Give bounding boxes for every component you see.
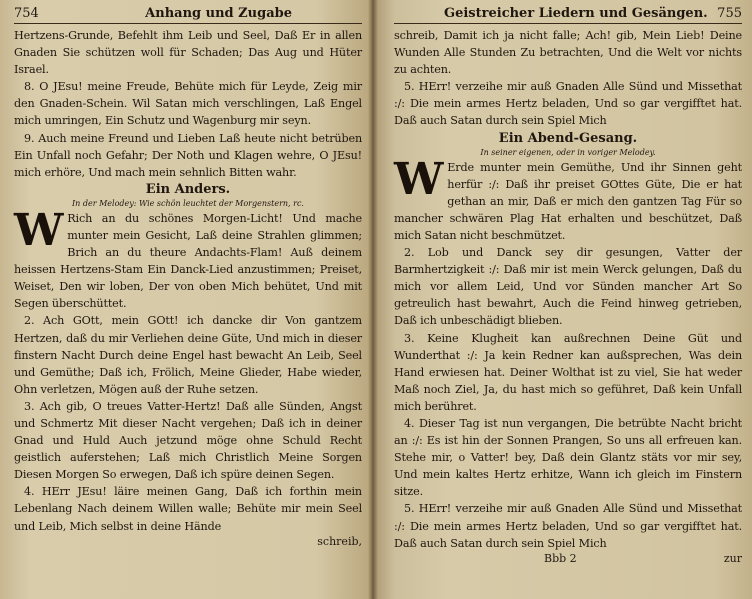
left-verse-1-text: Rich an du schönes Morgen-Licht! Und mache munter mein Gesicht, Laß deine Strahlen glimmen; Brich an du theure Andachts-Flam! Auß deinem heissen Hertzens-Stam Ein Danck-Lied anzustimmen; Preiset, Weiset, Den wir loben, Der von oben Mich behütet, Und mit Segen überschüttet.	[14, 211, 362, 311]
left-page-number: 754	[14, 6, 39, 21]
left-verse-4: 4. HErr JEsu! läire meinen Gang, Daß ich forthin mein Lebenlang Nach deinem Willen walle; Behüte mir mein Seel und Leib, Mich selbst in deine Hände	[14, 485, 362, 533]
right-section-title: Ein Abend-Gesang.	[498, 130, 638, 146]
right-footer	[394, 552, 742, 566]
right-verse-5-morning: 5. HErr! verzeihe mir auß Gnaden Alle Sünd und Missethat :/: Die mein armes Hertz beladen, Und so gar vergifftet hat. Daß auch Satan durch sein Spiel Mich	[394, 80, 742, 128]
right-page	[372, 0, 752, 599]
right-melody-note: In seiner eigenen, oder in voriger Melodey.	[480, 147, 656, 157]
right-verse-3: 3. Keine Klugheit kan außrechnen Deine Güt und Wunderthat :/: Ja kein Redner kan außsprechen, Was dein Hand erwiesen hat. Deiner Wolthat ist zu viel, Sie hat weder Maß noch Ziel, Ja, du hast mich so geführet, Daß kein Unfall mich berühret.	[394, 331, 742, 413]
right-signature-mark: Bbb 2	[544, 551, 577, 565]
left-melody-note: In der Melodey: Wie schön leuchtet der Morgenstern, rc.	[72, 198, 304, 208]
left-footer	[14, 535, 362, 549]
right-text-block	[394, 27, 742, 566]
right-catchword: zur	[723, 551, 742, 565]
left-continued-lines: Hertzens-Grunde, Befehlt ihm Leib und Seel, Daß Er in allen Gnaden Sie schützen woll für Schaden; Das Aug und Hüter Israel.	[14, 29, 362, 77]
right-head-title: Geistreicher Liedern und Gesängen.	[444, 6, 708, 21]
left-verse-1	[14, 204, 362, 313]
right-verse-1	[394, 153, 742, 244]
right-verse-5: 5. HErr! verzeihe mir auß Gnaden Alle Sünd und Missethat :/: Die mein armes Hertz beladen, Und so gar vergifftet hat. Daß auch Satan durch sein Spiel Mich	[394, 502, 742, 550]
left-running-head	[14, 6, 362, 24]
left-verse-8: 8. O JEsu! meine Freude, Behüte mich für Leyde, Zeig mir den Gnaden-Schein. Wil Satan mich verschlingen, Laß Engel mich umringen, Ein Schutz und Wagenburg mir seyn.	[14, 80, 362, 128]
right-running-head	[394, 6, 742, 24]
left-head-title: Anhang und Zugabe	[145, 6, 292, 21]
right-verse-1-text: Erde munter mein Gemüthe, Und ihr Sinnen geht herfür :/: Daß ihr preiset GOttes Güte, Die er hat gethan an mir, Daß er mich den gantzen Tag Für so mancher schwären Plag Hat erhalten und beschützet, Daß mich Satan nicht beschmützet.	[394, 160, 742, 242]
right-verse-2: 2. Lob und Danck sey dir gesungen, Vatter der Barmhertzigkeit :/: Daß mir ist mein Werck gelungen, Daß du mich vor allem Leid, Und vor Sünden mancher Art So getreulich hast bewahrt, Auch die Feind hinweg getrieben, Daß ich unbeschädigt blieben.	[394, 246, 742, 328]
left-verse-2: 2. Ach GOtt, mein GOtt! ich dancke dir Von gantzem Hertzen, daß du mir Verliehen deine Güte, Und mich in dieser finstern Nacht Durch deine Engel hast bewacht An Leib, Seel und Gemüthe; Daß ich, Frölich, Meine Glieder, Habe wieder, Ohn verletzen, Mögen auß der Ruhe setzen.	[14, 314, 362, 396]
left-page	[0, 0, 372, 599]
left-catchword: schreib,	[317, 534, 362, 548]
left-verse-9: 9. Auch meine Freund und Lieben Laß heute nicht betrüben Ein Unfall noch Gefahr; Der Noth und Klagen wehre, O JEsu! mich erhöre, Und mach mein sehnlich Bitten wahr.	[14, 131, 362, 179]
right-page-number: 755	[717, 6, 742, 21]
right-dropcap: W	[394, 153, 444, 205]
left-section-title: Ein Anders.	[145, 181, 231, 197]
left-verse-3: 3. Ach gib, O treues Vatter-Hertz! Daß alle Sünden, Angst und Schmertz Mit dieser Nacht vergehen; Daß ich in deiner Gnad und Huld Auch jetzund möge ohne Schuld Recht geistlich auferstehen; Laß mich Christlich Meine Sorgen Diesen Morgen So erwegen, Daß ich spüre deinen Segen.	[14, 399, 362, 482]
left-text-block	[14, 27, 362, 549]
right-continued-lines: schreib, Damit ich ja nicht falle; Ach! gib, Mein Lieb! Deine Wunden Alle Stunden Zu betrachten, Und die Welt vor nichts zu achten.	[394, 29, 742, 77]
right-verse-4: 4. Dieser Tag ist nun vergangen, Die betrübte Nacht bricht an :/: Es ist hin der Sonnen Prangen, So uns all erfreuen kan. Stehe mir, o Vatter! bey, Daß dein Glantz stäts vor mir sey, Und mein kaltes Hertz erhitze, Wann ich gleich im Finstern sitze.	[394, 416, 742, 499]
left-dropcap: W	[14, 204, 64, 256]
